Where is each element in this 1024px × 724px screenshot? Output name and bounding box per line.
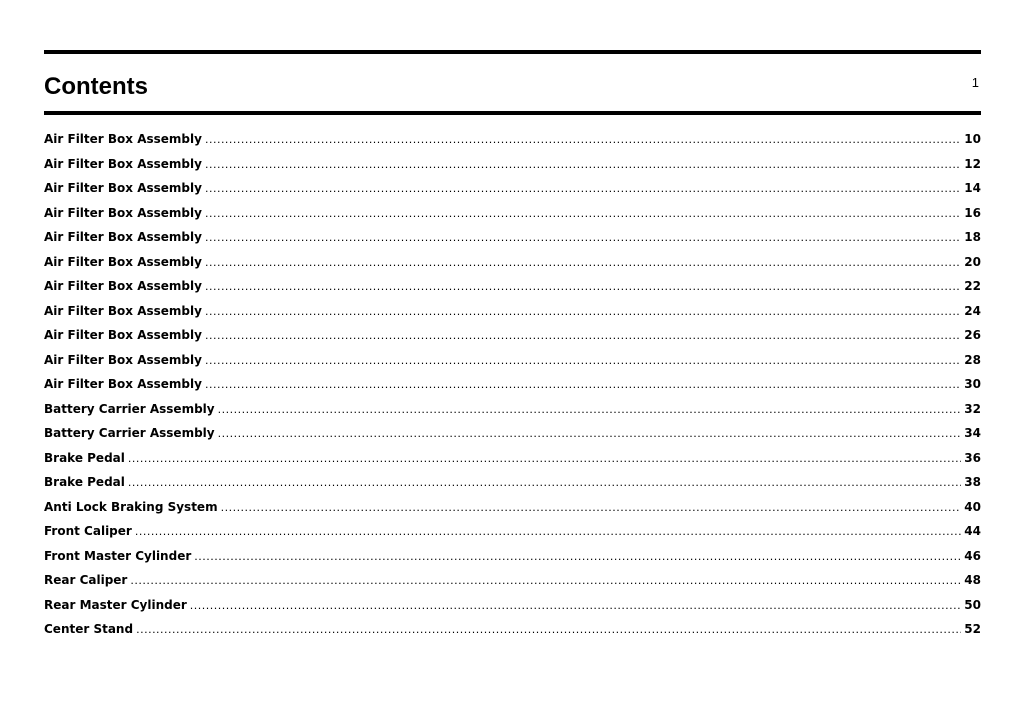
toc-entry-label: Front Caliper (44, 524, 132, 538)
toc-entry[interactable] (44, 201, 981, 226)
toc-dot-leader (221, 496, 962, 521)
toc-entry-label: Air Filter Box Assembly (44, 205, 202, 220)
toc-dot-leader (205, 202, 961, 227)
toc-entry-page: 52 (964, 622, 981, 636)
toc-entry-label: Air Filter Box Assembly (44, 279, 202, 293)
toc-entry-page: 16 (964, 205, 981, 220)
toc-dot-leader (205, 324, 961, 349)
toc-dot-leader (205, 226, 961, 251)
toc-entry[interactable] (44, 519, 981, 544)
toc-dot-leader (130, 569, 961, 594)
toc-entry[interactable] (44, 495, 981, 520)
table-of-contents (44, 127, 981, 642)
toc-dot-leader (128, 447, 961, 472)
toc-entry[interactable] (44, 446, 981, 471)
toc-entry-page: 28 (964, 352, 981, 367)
toc-dot-leader (205, 153, 961, 178)
toc-entry-label: Brake Pedal (44, 475, 125, 489)
toc-entry-page: 30 (964, 377, 981, 391)
toc-entry-page: 26 (964, 328, 981, 342)
toc-entry-page: 10 (964, 132, 981, 146)
toc-entry-page: 20 (964, 254, 981, 269)
toc-dot-leader (205, 251, 961, 276)
toc-entry-page: 22 (964, 279, 981, 293)
toc-entry-label: Brake Pedal (44, 450, 125, 465)
toc-entry-page: 34 (964, 426, 981, 440)
toc-dot-leader (205, 349, 961, 374)
toc-entry-page: 38 (964, 475, 981, 489)
header-top-rule (44, 50, 981, 54)
toc-entry[interactable] (44, 470, 981, 495)
toc-entry-page: 44 (964, 524, 981, 538)
toc-entry[interactable] (44, 299, 981, 324)
toc-entry-label: Rear Master Cylinder (44, 597, 187, 612)
toc-entry-page: 14 (964, 181, 981, 195)
toc-dot-leader (205, 177, 961, 202)
toc-dot-leader (205, 300, 961, 325)
toc-entry[interactable] (44, 568, 981, 593)
toc-entry-page: 18 (964, 230, 981, 244)
header-bottom-rule (44, 111, 981, 115)
toc-entry[interactable] (44, 274, 981, 299)
toc-dot-leader (135, 520, 961, 545)
toc-entry-page: 40 (964, 499, 981, 514)
toc-entry-label: Front Master Cylinder (44, 548, 192, 563)
page-title: Contents (44, 73, 148, 100)
toc-entry-page: 46 (964, 548, 981, 563)
toc-entry[interactable] (44, 323, 981, 348)
toc-entry-label: Center Stand (44, 622, 134, 636)
toc-dot-leader (205, 275, 961, 300)
toc-entry-label: Air Filter Box Assembly (44, 352, 202, 367)
toc-entry[interactable] (44, 372, 981, 397)
toc-entry-label: Air Filter Box Assembly (44, 254, 202, 269)
toc-entry-page: 12 (964, 156, 981, 171)
toc-entry-label: Battery Carrier Assembly (44, 426, 215, 440)
toc-entry[interactable] (44, 593, 981, 618)
toc-dot-leader (190, 594, 962, 619)
toc-entry-label: Air Filter Box Assembly (44, 181, 202, 195)
toc-entry[interactable] (44, 250, 981, 275)
toc-entry-label: Air Filter Box Assembly (44, 328, 202, 342)
toc-entry-label: Air Filter Box Assembly (44, 132, 202, 146)
toc-dot-leader (205, 128, 961, 153)
toc-dot-leader (194, 545, 961, 570)
toc-entry[interactable] (44, 176, 981, 201)
toc-entry[interactable] (44, 152, 981, 177)
toc-dot-leader (128, 471, 961, 496)
toc-entry-label: Battery Carrier Assembly (44, 401, 215, 416)
toc-entry-label: Air Filter Box Assembly (44, 230, 202, 244)
toc-entry[interactable] (44, 617, 981, 642)
toc-entry[interactable] (44, 421, 981, 446)
toc-entry-label: Rear Caliper (44, 573, 128, 587)
toc-dot-leader (205, 373, 961, 398)
toc-entry[interactable] (44, 348, 981, 373)
toc-entry-page: 36 (964, 450, 981, 465)
toc-entry-page: 50 (964, 597, 981, 612)
toc-entry-label: Anti Lock Braking System (44, 499, 218, 514)
toc-entry[interactable] (44, 397, 981, 422)
page-number: 1 (971, 75, 979, 90)
toc-entry-page: 24 (964, 303, 981, 318)
toc-dot-leader (218, 422, 962, 447)
toc-entry[interactable] (44, 127, 981, 152)
toc-dot-leader (218, 398, 962, 423)
toc-entry-label: Air Filter Box Assembly (44, 303, 202, 318)
toc-entry[interactable] (44, 225, 981, 250)
toc-entry-page: 32 (964, 401, 981, 416)
page-header (44, 66, 981, 106)
toc-entry-label: Air Filter Box Assembly (44, 156, 202, 171)
toc-entry[interactable] (44, 544, 981, 569)
toc-entry-label: Air Filter Box Assembly (44, 377, 202, 391)
toc-dot-leader (136, 618, 961, 643)
toc-entry-page: 48 (964, 573, 981, 587)
